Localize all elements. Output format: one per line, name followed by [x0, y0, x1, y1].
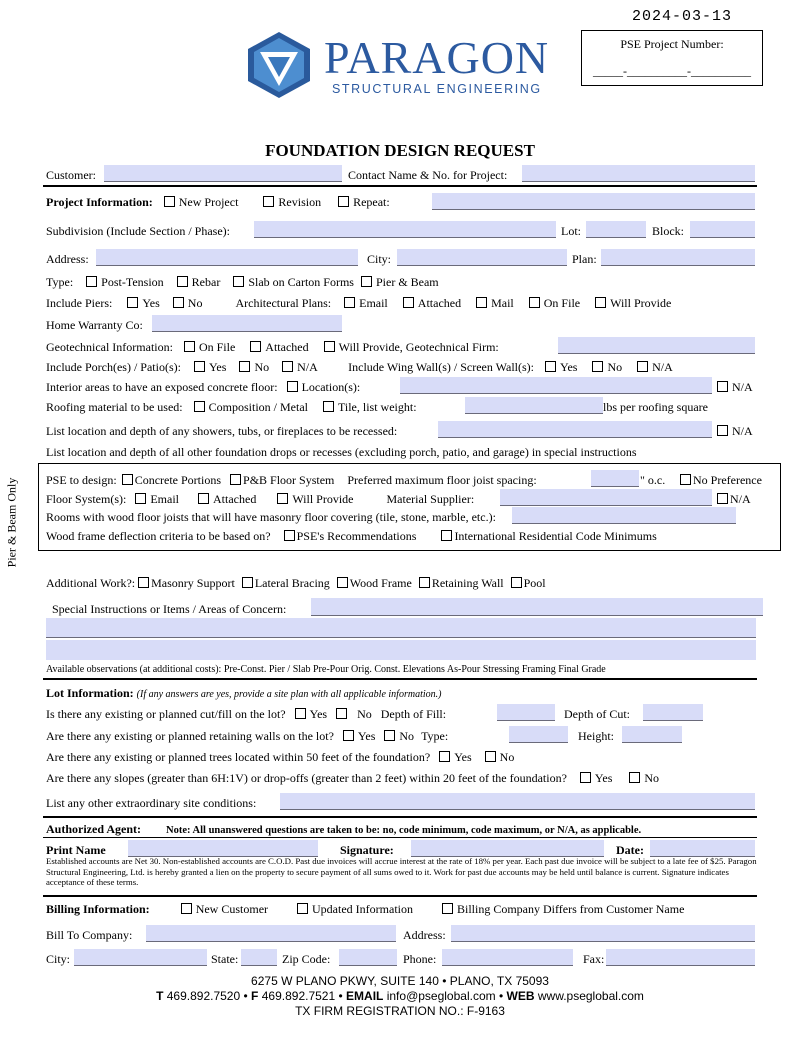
slopes-no-label: No [644, 771, 660, 785]
deflection-label: Wood frame deflection criteria to be based on? [46, 529, 271, 543]
billing-city-label: City: [46, 952, 71, 966]
interior-na-label: N/A [732, 380, 753, 394]
floor-na-checkbox[interactable] [717, 493, 728, 504]
arch-on-file-label: On File [543, 296, 581, 310]
material-supplier-label: Material Supplier: [386, 492, 475, 506]
wing-na-label: N/A [652, 360, 673, 374]
arch-plans-label: Architectural Plans: [235, 296, 332, 310]
home-warranty-label: Home Warranty Co: [46, 318, 143, 332]
contact-label: Contact Name & No. for Project: [348, 168, 508, 182]
showers-input[interactable] [438, 421, 712, 438]
irc-label: International Residential Code Minimums [454, 529, 657, 543]
arch-on-file-checkbox[interactable] [529, 297, 540, 308]
project-info-label: Project Information: [46, 195, 153, 209]
city-label: City: [367, 252, 392, 266]
geo-will-provide-checkbox[interactable] [324, 341, 335, 352]
auth-agent-label: Authorized Agent: [46, 822, 141, 836]
repeat-checkbox[interactable] [338, 196, 349, 207]
divider [43, 185, 757, 187]
piers-no-label: No [187, 296, 203, 310]
signature-input[interactable] [411, 840, 604, 857]
subdivision-label: Subdivision (Include Section / Phase): [46, 224, 230, 238]
fax-label: Fax: [583, 952, 605, 966]
porch-no-label: No [254, 360, 270, 374]
porch-yes-label: Yes [208, 360, 227, 374]
pb-floor-checkbox[interactable] [230, 474, 241, 485]
piers-no-checkbox[interactable] [173, 297, 184, 308]
pse-project-box [581, 30, 763, 86]
irc-checkbox[interactable] [441, 530, 452, 541]
rooms-wood-label: Rooms with wood floor joists that will have masonry floor covering (tile, stone, marble, etc.): [46, 510, 496, 524]
slopes-label: Are there any slopes (greater than 6H:1V) or drop-offs (greater than 2 feet) within 20 feet of the foundation? [46, 771, 567, 785]
date-stamp: 2024-03-13 [632, 8, 733, 25]
tile-checkbox[interactable] [323, 401, 334, 412]
trees-yes-label: Yes [454, 750, 472, 764]
special-label: Special Instructions or Items / Areas of Concern: [52, 602, 287, 616]
fax-input[interactable] [606, 949, 755, 966]
lateral-label: Lateral Bracing [254, 576, 330, 590]
auth-note: Note: All unanswered questions are taken to be: no, code minimum, code maximum, or N/A, as applicable. [166, 825, 642, 836]
porch-yes-checkbox[interactable] [194, 361, 205, 372]
new-project-label: New Project [178, 195, 239, 209]
type-label: Type: [46, 275, 74, 289]
floor-email-label: Email [150, 492, 180, 506]
retwall-type-input[interactable] [509, 726, 568, 743]
showers-label: List location and depth of any showers, tubs, or fireplaces to be recessed: [46, 424, 398, 438]
masonry-label: Masonry Support [151, 576, 235, 590]
cutfill-yes-label: Yes [309, 707, 328, 721]
special-input-2[interactable] [46, 618, 756, 638]
signature-label: Signature: [340, 843, 394, 857]
date-input[interactable] [650, 840, 755, 857]
geo-on-file-checkbox[interactable] [184, 341, 195, 352]
wing-yes-checkbox[interactable] [545, 361, 556, 372]
porch-na-label: N/A [297, 360, 318, 374]
cutfill-no-label: No [357, 707, 372, 721]
masonry-checkbox[interactable] [138, 577, 149, 588]
state-input[interactable] [241, 949, 277, 966]
tile-label: Tile, list weight: [337, 400, 417, 414]
pse-project-field[interactable]: _____-__________-__________ [593, 64, 751, 78]
phone-label: Phone: [403, 952, 437, 966]
slopes-yes-label: Yes [594, 771, 613, 785]
concrete-portions-label: Concrete Portions [134, 473, 222, 487]
rebar-checkbox[interactable] [177, 276, 188, 287]
billing-address-label: Address: [403, 928, 446, 942]
arch-mail-checkbox[interactable] [476, 297, 487, 308]
new-customer-checkbox[interactable] [181, 903, 192, 914]
wing-yes-label: Yes [560, 360, 578, 374]
piers-yes-label: Yes [142, 296, 160, 310]
wing-wall-label: Include Wing Wall(s) / Screen Wall(s): [348, 360, 534, 374]
pse-project-label: PSE Project Number: [620, 37, 724, 51]
pool-checkbox[interactable] [511, 577, 522, 588]
depth-cut-input[interactable] [643, 704, 703, 721]
geo-on-file-label: On File [198, 340, 236, 354]
contact-input[interactable] [522, 165, 755, 182]
footer-phone: 469.892.7520 • [166, 989, 248, 1003]
repeat-label: Repeat: [353, 195, 390, 209]
trees-no-checkbox[interactable] [485, 751, 496, 762]
depth-cut-label: Depth of Cut: [564, 707, 630, 721]
showers-na-checkbox[interactable] [717, 425, 728, 436]
pse-rec-checkbox[interactable] [284, 530, 295, 541]
date-label: Date: [616, 843, 644, 857]
geotech-firm-input[interactable] [558, 337, 755, 354]
composition-checkbox[interactable] [194, 401, 205, 412]
pse-rec-label: PSE's Recommendations [296, 529, 417, 543]
arch-attached-label: Attached [417, 296, 462, 310]
footer-fax: 469.892.7521 • [261, 989, 343, 1003]
cutfill-no-checkbox[interactable] [336, 708, 347, 719]
tile-weight-input[interactable] [465, 397, 603, 414]
billing-differs-label: Billing Company Differs from Customer Name [456, 902, 685, 916]
retwall-no-label: No [399, 729, 415, 743]
slab-carton-checkbox[interactable] [233, 276, 244, 287]
revision-label: Revision [278, 195, 322, 209]
floor-attached-checkbox[interactable] [198, 493, 209, 504]
footer-web[interactable]: www.pseglobal.com [537, 989, 644, 1003]
divider [43, 895, 757, 897]
trees-no-label: No [499, 750, 515, 764]
divider [43, 816, 757, 818]
company-logo [244, 30, 564, 100]
new-customer-label: New Customer [195, 902, 269, 916]
geotech-label: Geotechnical Information: [46, 340, 173, 354]
page-title: FOUNDATION DESIGN REQUEST [265, 141, 535, 160]
showers-na-label: N/A [732, 424, 753, 438]
retaining-walls-label: Are there any existing or planned retaining walls on the lot? [46, 729, 334, 743]
pse-design-label: PSE to design: [46, 473, 117, 487]
type2-label: Type: [421, 729, 449, 743]
arch-will-provide-label: Will Provide [610, 296, 672, 310]
composition-label: Composition / Metal [208, 400, 308, 414]
print-name-input[interactable] [128, 840, 318, 857]
bill-to-label: Bill To Company: [46, 928, 133, 942]
block-label: Block: [652, 224, 684, 238]
retaining-checkbox[interactable] [419, 577, 430, 588]
lot-input[interactable] [586, 221, 646, 238]
logo-subtitle: STRUCTURAL ENGINEERING [332, 82, 542, 96]
wing-na-checkbox[interactable] [637, 361, 648, 372]
floor-attached-label: Attached [213, 492, 257, 506]
block-input[interactable] [690, 221, 755, 238]
floor-na-label: N/A [730, 492, 751, 506]
billing-differs-checkbox[interactable] [442, 903, 453, 914]
retwall-yes-label: Yes [357, 729, 376, 743]
geo-attached-label: Attached [265, 340, 309, 354]
billing-city-input[interactable] [74, 949, 207, 966]
divider [43, 678, 757, 680]
slopes-no-checkbox[interactable] [629, 772, 640, 783]
post-tension-label: Post-Tension [101, 275, 164, 289]
oc-label: " o.c. [640, 473, 666, 487]
footer-t-label: T [156, 989, 164, 1003]
pb-floor-label: P&B Floor System [243, 473, 335, 487]
special-input-3[interactable] [46, 640, 756, 660]
wing-no-checkbox[interactable] [592, 361, 603, 372]
no-pref-label: No Preference [693, 473, 762, 487]
retwall-no-checkbox[interactable] [384, 730, 395, 741]
interior-na-checkbox[interactable] [717, 381, 728, 392]
pier-beam-label: Pier & Beam [375, 275, 439, 289]
arch-mail-label: Mail [491, 296, 514, 310]
height-label: Height: [578, 729, 614, 743]
concrete-portions-checkbox[interactable] [122, 474, 133, 485]
bill-to-input[interactable] [146, 925, 396, 942]
porch-label: Include Porch(es) / Patio(s): [46, 360, 181, 374]
zip-label: Zip Code: [282, 952, 331, 966]
footer-email[interactable]: info@pseglobal.com • [386, 989, 504, 1003]
geo-attached-checkbox[interactable] [250, 341, 261, 352]
retwall-yes-checkbox[interactable] [343, 730, 354, 741]
roofing-label: Roofing material to be used: [46, 400, 183, 414]
rebar-label: Rebar [191, 275, 221, 289]
divider [43, 837, 757, 838]
footer-email-label: EMAIL [346, 989, 384, 1003]
porch-na-checkbox[interactable] [282, 361, 293, 372]
customer-input[interactable] [104, 165, 342, 182]
joist-spacing-input[interactable] [591, 470, 639, 487]
trees-label: Are there any existing or planned trees located within 50 feet of the foundation? [46, 750, 431, 764]
post-tension-checkbox[interactable] [86, 276, 97, 287]
depth-fill-input[interactable] [497, 704, 555, 721]
include-piers-label: Include Piers: [46, 296, 113, 310]
updated-info-checkbox[interactable] [297, 903, 308, 914]
depth-fill-label: Depth of Fill: [380, 707, 447, 721]
city-input[interactable] [397, 249, 567, 266]
wood-frame-label: Wood Frame [349, 576, 412, 590]
porch-no-checkbox[interactable] [239, 361, 250, 372]
interior-location-checkbox[interactable] [287, 381, 298, 392]
revision-checkbox[interactable] [263, 196, 274, 207]
terms-text: Established accounts are Net 30. Non-established accounts are C.O.D. Past due invoices will accrue interest at the rate of 18% per year. Each past due invoice will be subject to a late fee of $25. Paragon Structural Engineering, Ltd. is hereby granted a lien on the property to secure payment of all sums owed to it. Work for past due accounts may be held until balance is current. Signature indicates acceptance of these terms. [46, 856, 757, 887]
rooms-wood-input[interactable] [512, 507, 736, 524]
pier-beam-checkbox[interactable] [361, 276, 372, 287]
slopes-yes-checkbox[interactable] [580, 772, 591, 783]
wood-frame-checkbox[interactable] [337, 577, 348, 588]
lot-info-label: Lot Information: [46, 686, 134, 700]
drops-label: List location and depth of all other foundation drops or recesses (excluding porch, patio, and garage) in special instructions [46, 445, 637, 459]
phone-input[interactable] [442, 949, 573, 966]
footer [0, 974, 800, 1019]
extraordinary-label: List any other extraordinary site conditions: [46, 796, 257, 810]
customer-label: Customer: [46, 168, 96, 182]
cutfill-yes-checkbox[interactable] [295, 708, 306, 719]
state-label: State: [211, 952, 239, 966]
arch-attached-checkbox[interactable] [403, 297, 414, 308]
observations-label: Available observations (at additional costs): Pre-Const. Pier / Slab Pre-Pour Orig. Const. Elevations As-Pour Stressing Framing Final Grade [46, 664, 606, 675]
side-label: Pier & Beam Only [4, 477, 19, 568]
plan-label: Plan: [572, 252, 597, 266]
arch-email-checkbox[interactable] [344, 297, 355, 308]
cut-fill-label: Is there any existing or planned cut/fill on the lot? [46, 707, 286, 721]
repeat-input[interactable] [432, 193, 755, 210]
footer-web-label: WEB [506, 989, 535, 1003]
material-supplier-input[interactable] [500, 489, 712, 506]
updated-info-label: Updated Information [312, 902, 413, 916]
slab-carton-label: Slab on Carton Forms [248, 275, 354, 289]
floor-system-label: Floor System(s): [46, 492, 127, 506]
extraordinary-input[interactable] [280, 793, 755, 810]
home-warranty-input[interactable] [152, 315, 342, 332]
footer-address: 6275 W PLANO PKWY, SUITE 140 • PLANO, TX 75093 [251, 974, 549, 988]
lbs-label: lbs per roofing square [603, 400, 708, 414]
trees-yes-checkbox[interactable] [439, 751, 450, 762]
arch-email-label: Email [359, 296, 388, 310]
zip-input[interactable] [339, 949, 397, 966]
interior-location-input[interactable] [400, 377, 712, 394]
arch-will-provide-checkbox[interactable] [595, 297, 606, 308]
floor-will-provide-checkbox[interactable] [277, 493, 288, 504]
lot-info-note: (If any answers are yes, provide a site plan with all applicable information.) [136, 689, 442, 700]
floor-email-checkbox[interactable] [135, 493, 146, 504]
logo-name: PARAGON [324, 32, 550, 83]
billing-info-label: Billing Information: [46, 902, 150, 916]
additional-label: Additional Work?: [46, 576, 136, 590]
lot-label: Lot: [561, 224, 581, 238]
no-pref-checkbox[interactable] [680, 474, 691, 485]
billing-address-input[interactable] [451, 925, 755, 942]
special-input-1[interactable] [311, 598, 763, 616]
retaining-label: Retaining Wall [431, 576, 504, 590]
piers-yes-checkbox[interactable] [127, 297, 138, 308]
interior-location-label: Location(s): [301, 380, 361, 394]
height-input[interactable] [622, 726, 682, 743]
geo-will-provide-label: Will Provide, Geotechnical Firm: [338, 340, 499, 354]
footer-contact [0, 989, 800, 1004]
address-label: Address: [46, 252, 89, 266]
footer-registration: TX FIRM REGISTRATION NO.: F-9163 [295, 1004, 505, 1018]
lateral-checkbox[interactable] [242, 577, 253, 588]
new-project-checkbox[interactable] [164, 196, 175, 207]
interior-label: Interior areas to have an exposed concrete floor: [46, 380, 278, 394]
logo-emblem-icon [244, 30, 314, 100]
pool-label: Pool [523, 576, 546, 590]
footer-f-label: F [251, 989, 259, 1003]
joist-spacing-label: Preferred maximum floor joist spacing: [347, 473, 537, 487]
plan-input[interactable] [601, 249, 755, 266]
wing-no-label: No [607, 360, 623, 374]
print-name-label: Print Name [46, 843, 106, 857]
floor-will-provide-label: Will Provide [292, 492, 354, 506]
address-input[interactable] [96, 249, 358, 266]
subdivision-input[interactable] [254, 221, 556, 238]
